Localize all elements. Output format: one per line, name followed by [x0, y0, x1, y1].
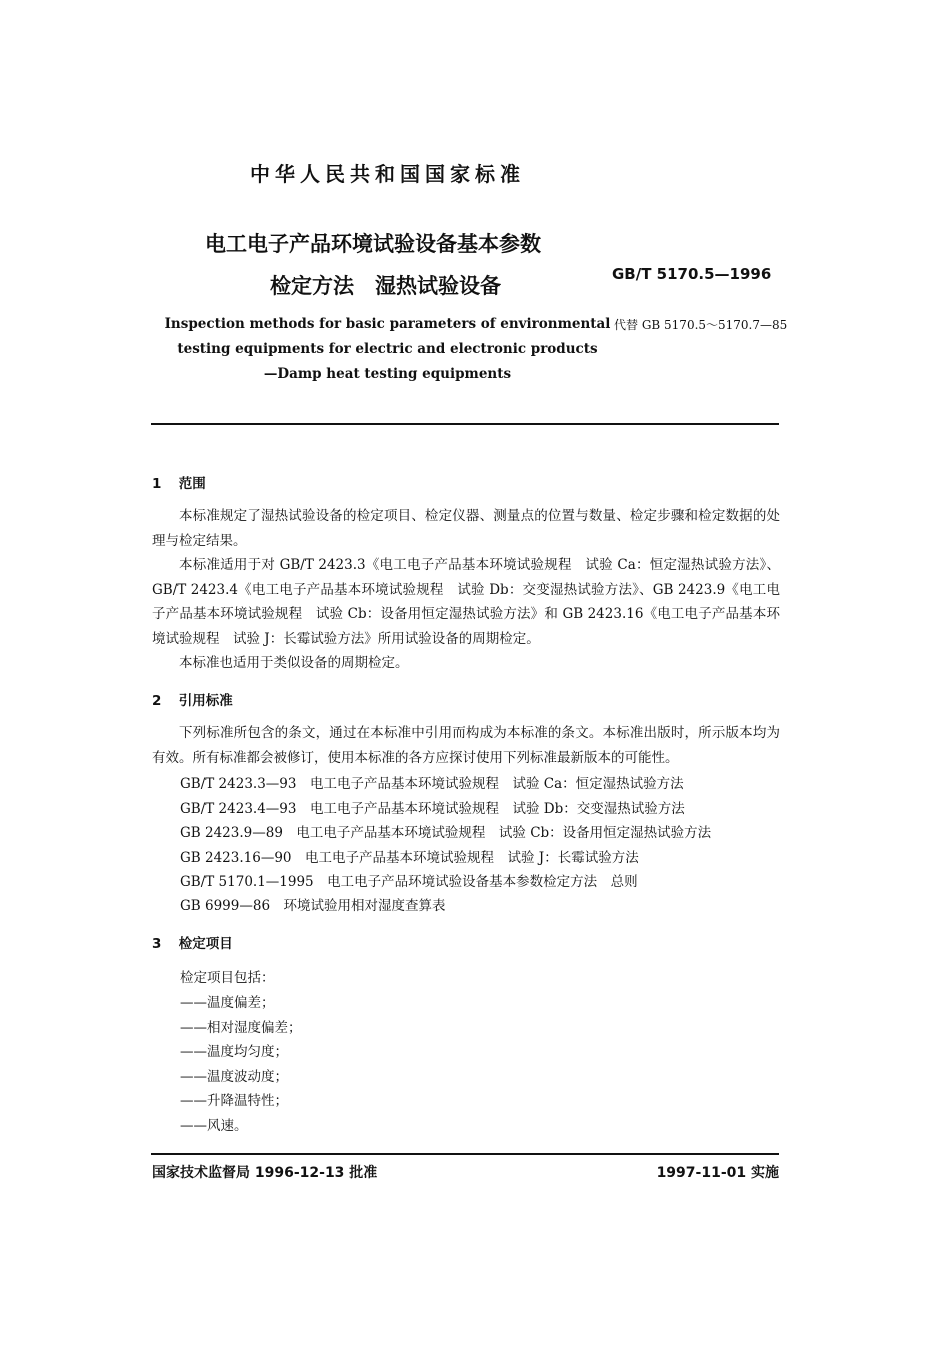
replaces-note: 代替 GB 5170.5～5170.7—85 — [614, 318, 788, 332]
section-2-heading — [152, 689, 233, 709]
list-item: ——相对湿度偏差； — [180, 1020, 302, 1036]
section-3-heading — [152, 932, 233, 952]
header-divider — [151, 423, 779, 425]
standard-title-line1: 电工电子产品环境试验设备基本参数 — [205, 232, 541, 256]
english-title-line3: —Damp heat testing equipments — [263, 366, 512, 382]
reference-item: GB/T 2423.3—93 电工电子产品基本环境试验规程 试验 Ca：恒定湿热试验方法 — [180, 776, 684, 792]
section-number: 2 — [152, 693, 162, 709]
section-title: 引用标准 — [178, 693, 233, 709]
footer-divider — [151, 1153, 779, 1155]
reference-item: GB/T 5170.1—1995 电工电子产品环境试验设备基本参数检定方法 总则 — [180, 874, 638, 890]
list-item: ——风速。 — [180, 1118, 248, 1134]
english-title-line1: Inspection methods for basic parameters of environmental — [164, 316, 611, 332]
section-title: 范围 — [178, 476, 206, 492]
section-number: 3 — [152, 936, 162, 952]
list-item: ——温度均匀度； — [180, 1044, 288, 1060]
paragraph: 本标准适用于对 GB/T 2423.3《电工电子产品基本环境试验规程 试验 Ca：恒定湿热试验方法》、GB/T 2423.4《电工电子产品基本环境试验规程 试验 Db：交变湿热试验方法》、GB 2423.9《电工电子产品基本环境试验规程 试验 Cb：设备用恒定湿热试验方法》和 GB 2423.16《电工电子产品基本环境试验规程 试验 J：长霉试验方法》所用试验设备的周期检定。 — [152, 557, 780, 647]
paragraph: 下列标准所包含的条文，通过在本标准中引用而构成为本标准的条文。本标准出版时，所示版本均为有效。所有标准都会被修订，使用本标准的各方应探讨使用下列标准最新版本的可能性。 — [152, 725, 780, 766]
standard-title-line2: 检定方法 湿热试验设备 — [270, 274, 501, 298]
section-1-heading — [152, 472, 206, 492]
reference-item: GB/T 2423.4—93 电工电子产品基本环境试验规程 试验 Db：交变湿热试验方法 — [180, 801, 685, 817]
section-number: 1 — [152, 476, 162, 492]
reference-item: GB 2423.16—90 电工电子产品基本环境试验规程 试验 J：长霉试验方法 — [180, 850, 639, 866]
section-1-body — [152, 504, 780, 676]
implementation-date: 1997-11-01 实施 — [656, 1165, 779, 1181]
approval-date: 国家技术监督局 1996-12-13 批准 — [152, 1165, 378, 1181]
standard-code: GB/T 5170.5—1996 — [612, 265, 772, 283]
section-title: 检定项目 — [178, 936, 233, 952]
reference-item: GB 2423.9—89 电工电子产品基本环境试验规程 试验 Cb：设备用恒定湿热试验方法 — [180, 825, 712, 841]
section-3-intro: 检定项目包括： — [180, 970, 275, 986]
paragraph: 本标准规定了湿热试验设备的检定项目、检定仪器、测量点的位置与数量、检定步骤和检定数据的处理与检定结果。 — [152, 508, 780, 549]
list-item: ——温度波动度； — [180, 1069, 288, 1085]
paragraph: 本标准也适用于类似设备的周期检定。 — [179, 655, 409, 671]
national-standard-heading: 中华人民共和国国家标准 — [250, 162, 525, 186]
english-title-line2: testing equipments for electric and electronic products — [177, 341, 598, 357]
list-item: ——温度偏差； — [180, 995, 275, 1011]
list-item: ——升降温特性； — [180, 1093, 288, 1109]
section-2-intro — [152, 721, 780, 770]
reference-item: GB 6999—86 环境试验用相对湿度查算表 — [180, 898, 446, 914]
